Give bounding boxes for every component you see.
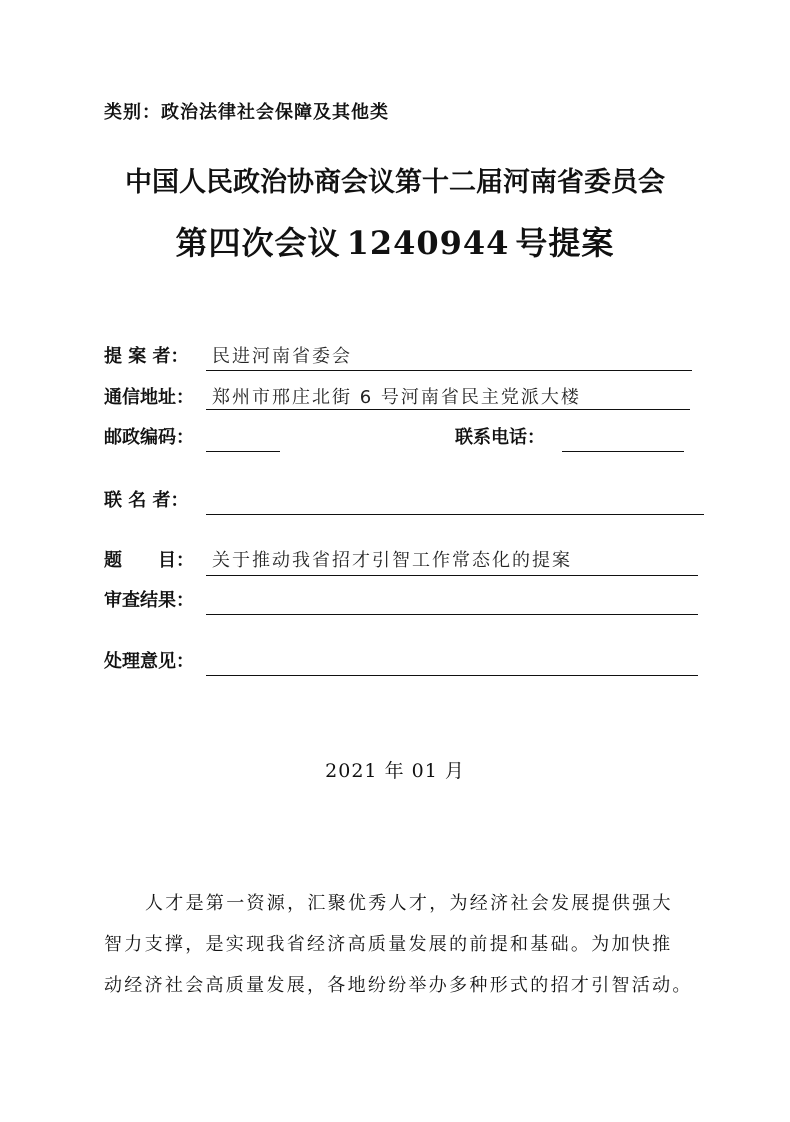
body-paragraph [104, 883, 694, 1006]
proposer-label: 提 案 者： [104, 346, 189, 367]
address-label: 通信地址： [104, 387, 194, 408]
subject-underline [206, 575, 698, 576]
body-line-1: 人才是第一资源，汇聚优秀人才，为经济社会发展提供强大 [145, 893, 673, 914]
postcode-underline [206, 451, 280, 452]
category-label: 类别：政治法律社会保障及其他类 [104, 102, 389, 123]
body-line-3: 动经济社会高质量发展，各地纷纷举办多种形式的招才引智活动。 [104, 975, 693, 996]
proposer-underline [206, 370, 692, 371]
document-title-line1: 中国人民政治协商会议第十二届河南省委员会 [125, 167, 665, 198]
document-date: 2021 年 01 月 [325, 760, 465, 782]
title-suffix: 号提案 [515, 224, 615, 262]
body-line-2: 智力支撑，是实现我省经济高质量发展的前提和基础。为加快推 [104, 934, 673, 955]
document-title-line2 [0, 218, 790, 264]
review-underline [206, 614, 698, 615]
cosigner-underline [206, 514, 704, 515]
phone-underline [562, 451, 684, 452]
subject-value: 关于推动我省招才引智工作常态化的提案 [212, 550, 572, 571]
opinion-label: 处理意见： [104, 651, 194, 672]
address-value: 郑州市邢庄北街 6 号河南省民主党派大楼 [212, 387, 581, 408]
cosigner-label: 联 名 者： [104, 490, 189, 511]
postcode-label: 邮政编码： [104, 427, 194, 448]
proposer-value: 民进河南省委会 [212, 346, 352, 367]
address-underline [206, 409, 690, 410]
proposal-number: 1240944 [346, 224, 510, 262]
opinion-underline [206, 675, 698, 676]
title-prefix: 第四次会议 [175, 224, 341, 262]
subject-label: 题 目： [104, 550, 194, 571]
phone-label: 联系电话： [455, 427, 545, 448]
review-label: 审查结果： [104, 590, 194, 611]
